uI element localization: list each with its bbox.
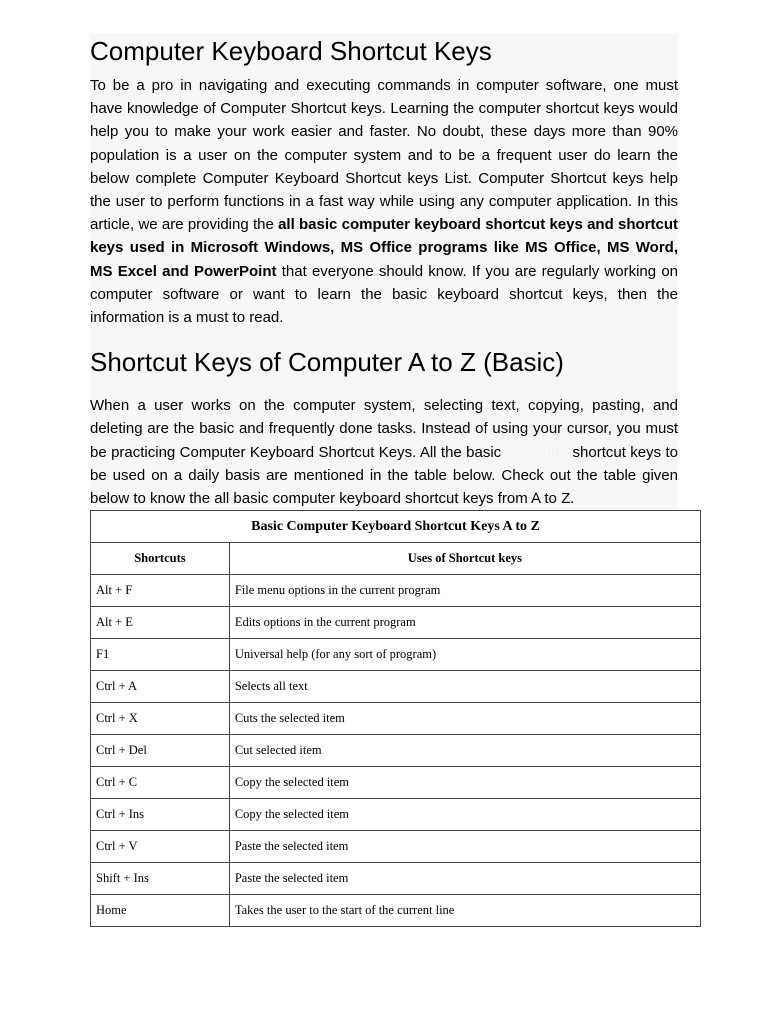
shortcut-cell: Home — [91, 895, 230, 927]
table-row — [91, 831, 701, 863]
shortcut-cell: Ctrl + X — [91, 703, 230, 735]
shortcut-cell: Ctrl + V — [91, 831, 230, 863]
usage-cell: Selects all text — [229, 671, 700, 703]
table-row — [91, 607, 701, 639]
table-row — [91, 735, 701, 767]
usage-cell: Universal help (for any sort of program) — [229, 639, 700, 671]
shortcut-cell: Ctrl + Ins — [91, 799, 230, 831]
usage-cell: Cut selected item — [229, 735, 700, 767]
usage-cell: Cuts the selected item — [229, 703, 700, 735]
table-row — [91, 575, 701, 607]
intro-bold-text: all basic computer keyboard shortcut keys and shortcut keys used in Microsoft Windows, MS Office programs like MS Office, MS Word, MS Excel and PowerPoint — [90, 216, 679, 280]
faded-word: computer — [505, 443, 569, 461]
table-row — [91, 639, 701, 671]
usage-cell: Paste the selected item — [229, 831, 700, 863]
usage-cell: Edits options in the current program — [229, 607, 700, 639]
usage-cell: Copy the selected item — [229, 799, 700, 831]
table-row — [91, 863, 701, 895]
column-header-uses: Uses of Shortcut keys — [229, 543, 700, 575]
section-title: Shortcut Keys of Computer A to Z (Basic) — [90, 347, 564, 378]
table-row — [91, 895, 701, 927]
table-row — [91, 703, 701, 735]
document-page — [90, 34, 701, 927]
article-body — [90, 34, 678, 510]
intro-paragraph — [90, 74, 678, 329]
shortcut-table — [90, 510, 701, 927]
section-text: When a user works on the computer system, selecting text, copying, pasting, and deleting are the basic and frequently done tasks. Instead of using your cursor, you must be practicing Computer Keyboard Shortcut Keys. All the basic — [90, 397, 678, 461]
intro-text: To be a pro in navigating and executing commands in computer software, one must have knowledge of Computer Shortcut keys. Learning the computer shortcut keys would help you to make your work easier and faster. No doubt, these days more than 90% population is a user on the computer system and to be a frequent user do learn the below complete Computer Keyboard Shortcut keys List. Computer Shortcut keys help the user to perform functions in a fast way while using any computer application. In this article, we are providing the — [90, 77, 678, 234]
table-body — [91, 575, 701, 927]
intro-text-end: that everyone should know. If you are regularly working on computer software or want to learn the basic keyboard shortcut keys, then the information is a must to read. — [90, 262, 679, 327]
shortcut-cell: Ctrl + A — [91, 671, 230, 703]
table-caption: Basic Computer Keyboard Shortcut Keys A to Z — [91, 511, 701, 543]
usage-cell: File menu options in the current program — [229, 575, 700, 607]
usage-cell: Paste the selected item — [229, 863, 700, 895]
table-row — [91, 799, 701, 831]
shortcut-cell: Ctrl + C — [91, 767, 230, 799]
section-paragraph — [90, 394, 678, 510]
shortcut-cell: Alt + E — [91, 607, 230, 639]
shortcut-cell: Alt + F — [91, 575, 230, 607]
page-title: Computer Keyboard Shortcut Keys — [90, 36, 492, 66]
shortcut-cell: Ctrl + Del — [91, 735, 230, 767]
usage-cell: Copy the selected item — [229, 767, 700, 799]
usage-cell: Takes the user to the start of the current line — [229, 895, 700, 927]
shortcut-cell: F1 — [91, 639, 230, 671]
shortcut-cell: Shift + Ins — [91, 863, 230, 895]
section-text-end: shortcut keys to be used on a daily basis are mentioned in the table below. Check out the table given below to know the all basic computer keyboard shortcut keys from A to Z. — [90, 443, 679, 508]
column-header-shortcuts: Shortcuts — [91, 543, 230, 575]
table-row — [91, 671, 701, 703]
table-row — [91, 767, 701, 799]
